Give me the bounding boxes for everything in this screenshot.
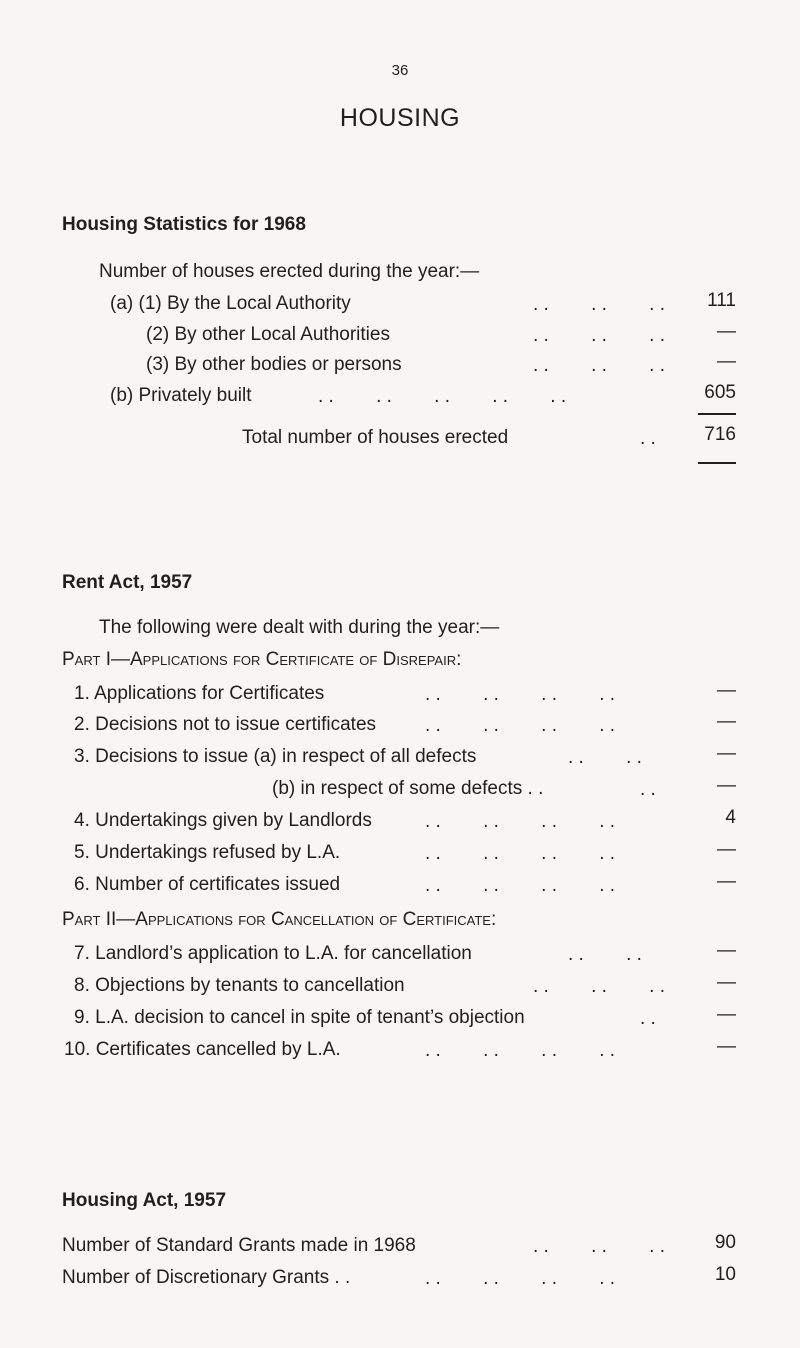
rent-row-value: — <box>717 680 736 701</box>
rent-row-value: 4 <box>725 807 736 828</box>
grant-row-label: Number of Standard Grants made in 1968 <box>62 1235 416 1256</box>
dot-leader: . . <box>640 1008 656 1029</box>
dot-leader: . . . . . . . . . . <box>318 386 567 407</box>
dot-leader: . . . . . . . . <box>425 875 616 896</box>
stat-row-value: — <box>717 351 736 372</box>
rent-row-label: 7. Landlord’s application to L.A. for cancellation <box>74 943 472 964</box>
total-label: Total number of houses erected <box>242 427 509 448</box>
rent-row-value: — <box>717 839 736 860</box>
housing-act-heading: Housing Act, 1957 <box>62 1190 227 1211</box>
dot-leader: . . . . . . <box>533 976 665 997</box>
dot-leader: . . . . . . . . <box>425 811 616 832</box>
stat-row-value: — <box>717 321 736 342</box>
rent-row-value: — <box>717 711 736 732</box>
grant-row-value: 10 <box>714 1264 736 1285</box>
stat-row-value: 111 <box>707 290 736 311</box>
dot-leader: . . . . . . <box>533 355 665 376</box>
dot-leader: . . . . . . <box>533 294 665 315</box>
page-title: HOUSING <box>339 104 461 132</box>
rent-row-label: 3. Decisions to issue (a) in respect of all defects <box>74 746 477 767</box>
rent-act-intro: The following were dealt with during the year:— <box>99 617 500 638</box>
stat-row-label: (2) By other Local Authorities <box>146 324 390 345</box>
rent-row-label: 1. Applications for Certificates <box>74 683 325 704</box>
dot-leader: . . . . . . . . <box>425 843 616 864</box>
stat-row-label: (a) (1) By the Local Authority <box>110 293 351 314</box>
rent-row-value: — <box>717 743 736 764</box>
dot-leader: . . . . . . . . <box>425 715 616 736</box>
dot-leader: . . . . . . <box>533 325 665 346</box>
dot-leader: . . <box>640 779 656 800</box>
rent-row-value: — <box>717 1036 736 1057</box>
rent-row-label: 4. Undertakings given by Landlords <box>74 810 372 831</box>
rent-act-part2-heading: Part II—Applications for Cancellation of Certificate: <box>62 909 497 930</box>
grant-row-value: 90 <box>714 1232 736 1253</box>
rent-row-value: — <box>717 1004 736 1025</box>
total-value: 716 <box>704 424 736 445</box>
stat-row-label: (b) Privately built <box>110 385 252 406</box>
housing-statistics-heading: Housing Statistics for 1968 <box>62 214 306 235</box>
rent-row-value: — <box>717 871 736 892</box>
rent-act-heading: Rent Act, 1957 <box>62 572 193 593</box>
dot-leader: . . . . <box>568 944 642 965</box>
rent-row-label: 8. Objections by tenants to cancellation <box>74 975 405 996</box>
dot-leader: . . . . . . . . <box>425 1040 616 1061</box>
stat-row-label: (3) By other bodies or persons <box>146 354 402 375</box>
stat-row-value: 605 <box>704 382 736 403</box>
subtotal-rule <box>698 413 736 415</box>
rent-row-label: 9. L.A. decision to cancel in spite of tenant’s objection <box>74 1007 525 1028</box>
total-rule <box>698 462 736 464</box>
grant-row-label: Number of Discretionary Grants . . <box>62 1267 351 1288</box>
dot-leader: . . . . . . <box>533 1236 665 1257</box>
rent-row-label: (b) in respect of some defects . . <box>272 778 544 799</box>
rent-row-label: 5. Undertakings refused by L.A. <box>74 842 341 863</box>
rent-row-label: 10. Certificates cancelled by L.A. <box>64 1039 341 1060</box>
rent-act-part1-heading: Part I—Applications for Certificate of Disrepair: <box>62 649 462 670</box>
dot-leader: . . . . <box>568 747 642 768</box>
rent-row-value: — <box>717 775 736 796</box>
dot-leader: . . <box>640 428 656 449</box>
rent-row-value: — <box>717 972 736 993</box>
dot-leader: . . . . . . . . <box>425 684 616 705</box>
page-number: 36 <box>391 62 409 79</box>
rent-row-value: — <box>717 940 736 961</box>
rent-row-label: 6. Number of certificates issued <box>74 874 341 895</box>
housing-statistics-intro: Number of houses erected during the year:— <box>99 261 480 282</box>
dot-leader: . . . . . . . . <box>425 1268 616 1289</box>
rent-row-label: 2. Decisions not to issue certificates <box>74 714 377 735</box>
